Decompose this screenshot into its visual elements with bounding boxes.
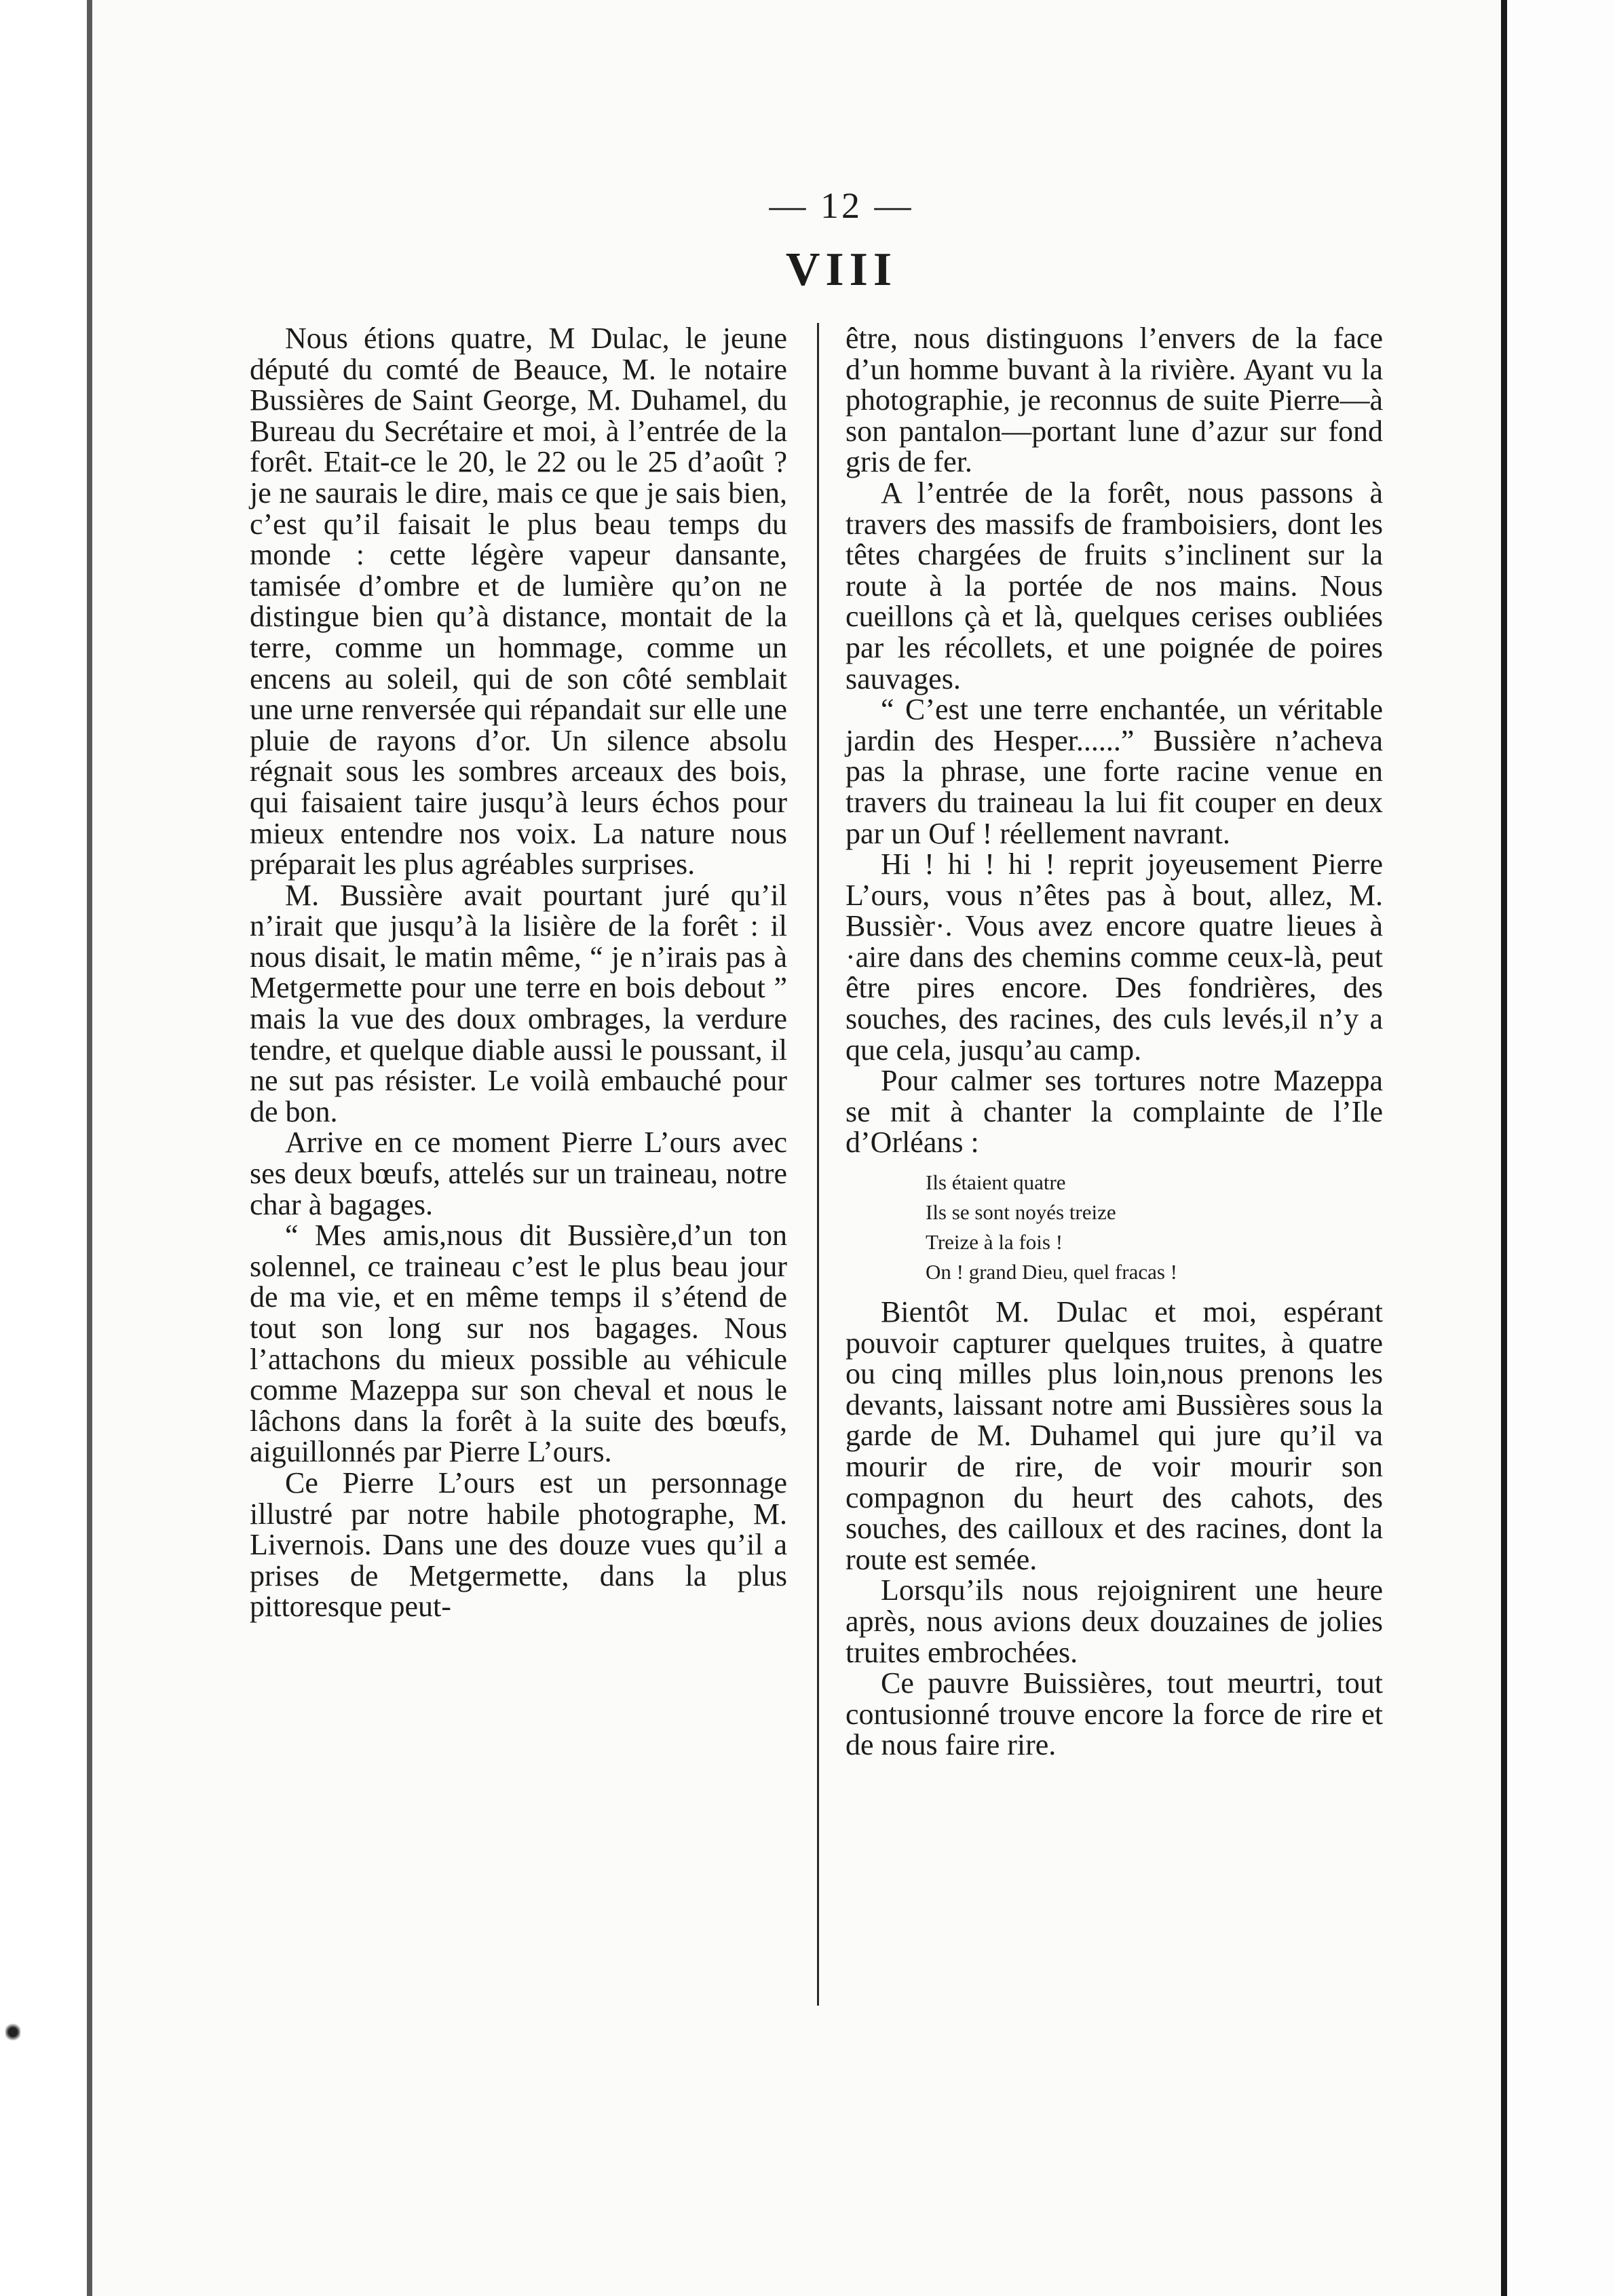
verse-line: Ils se sont noyés treize [926, 1200, 1116, 1225]
adjacent-page-margin [1507, 0, 1615, 2296]
paragraph: “ C’est une terre enchantée, un véritable jardin des Hesper......” Bussière n’acheva pas la phrase, une forte racine venue en travers du traineau la lui fit couper en deux par un Ouf ! réellement navrant. [846, 693, 1383, 850]
paragraph: Lorsqu’ils nous rejoignirent une heure après, nous avions deux douzaines de jolies truites embrochées. [846, 1573, 1383, 1669]
paragraph: M. Bussière avait pourtant juré qu’il n’irait que jusqu’à la lisière de la forêt : il nous disait, le matin même, “ je n’irais pas à Metgermette pour une terre en bois debout ” mais la vue des doux ombrages, la verdure tendre, et quelque diable aussi le poussant, il ne sut pas résister. Le voilà embauché pour de bon. [250, 878, 787, 1128]
verse-line: On ! grand Dieu, quel fracas ! [926, 1260, 1177, 1284]
left-column [250, 323, 787, 1622]
paragraph: Ce Pierre L’ours est un personnage illustré par notre habile photographe, M. Livernois. Dans une des douze vues qu’il a prises de Metgermette, dans la plus pittoresque peut- [250, 1466, 787, 1624]
scan-left-edge [87, 0, 92, 2296]
paragraph: Pour calmer ses tortures notre Mazeppa se mit à chanter la complainte de l’Ile d’Orléans : [846, 1064, 1383, 1160]
paragraph: Hi ! hi ! hi ! reprit joyeusement Pierre L’ours, vous n’êtes pas à bout, allez, M. Bussièr·. Vous avez encore quatre lieues à ·aire dans des chemins comme ceux-là, peut être pires encore. Des fondrières, des souches, des racines, des culs levés,il n’y a que cela, jusqu’au camp. [846, 847, 1383, 1067]
column-divider [817, 323, 819, 2006]
right-column [846, 323, 1383, 1761]
paragraph: “ Mes amis,nous dit Bussière,d’un ton solennel, ce traineau c’est le plus beau jour de ma vie, et en même temps il s’étend de tout son long sur nos bagages. Nous l’attachons du mieux possible au véhicule comme Mazeppa sur son cheval et nous le lâchons dans la forêt à la suite des bœufs, aiguillonnés par Pierre L’ours. [250, 1219, 787, 1469]
page-number: — 12 — [769, 185, 914, 226]
verse-line: Ils étaient quatre [926, 1170, 1066, 1195]
paragraph-continued: être, nous distinguons l’envers de la face d’un homme buvant à la rivière. Ayant vu la photographie, je reconnus de suite Pierre—à son pantalon—portant lune d’azur sur fond gris de fer. [846, 322, 1383, 479]
paragraph: Arrive en ce moment Pierre L’ours avec ses deux bœufs, attelés sur un traineau, notre char à bagages. [250, 1126, 787, 1221]
paragraph: Nous étions quatre, M Dulac, le jeune député du comté de Beauce, M. le notaire Bussières de Saint George, M. Duhamel, du Bureau du Secrétaire et moi, à l’entrée de la forêt. Etait-ce le 20, le 22 ou le 25 d’août ? je ne saurais le dire, mais ce que je sais bien, c’est qu’il faisait le plus beau temps du monde : cette légère vapeur dansante, tamisée d’ombre et de lumière qu’on ne distingue bien qu’à distance, montait de la terre, comme un hommage, comme un encens au soleil, qui de son côté semblait une urne renversée qui répandait sur elle une pluie de rayons d’or. Un silence absolu régnait sous les sombres arceaux des bois, qui faisaient taire jusqu’à leurs échos pour mieux entendre nos voix. La nature nous préparait les plus agréables surprises. [250, 322, 787, 881]
chapter-heading: VIII [785, 244, 898, 296]
song-verse [926, 1168, 1383, 1287]
paragraph: Bientôt M. Dulac et moi, espérant pouvoir capturer quelques truites, à quatre ou cinq milles plus loin,nous prenons les devants, laissant notre ami Bussières sous la garde de M. Duhamel qui jure qu’il va mourir de rire, de voir mourir son compagnon du heurt des cahots, des souches, des cailloux et des racines, dont la route est semée. [846, 1295, 1383, 1576]
scan-speck [5, 2022, 20, 2042]
verse-line: Treize à la fois ! [926, 1230, 1063, 1255]
paragraph: A l’entrée de la forêt, nous passons à travers des massifs de framboisiers, dont les têtes chargées de fruits s’inclinent sur la route à la portée de nos mains. Nous cueillons çà et là, quelques cerises oubliées par les récollets, et une poignée de poires sauvages. [846, 476, 1383, 695]
scan-right-edge [1501, 0, 1507, 2296]
paragraph: Ce pauvre Buissières, tout meurtri, tout contusionné trouve encore la force de rire et de nous faire rire. [846, 1666, 1383, 1762]
